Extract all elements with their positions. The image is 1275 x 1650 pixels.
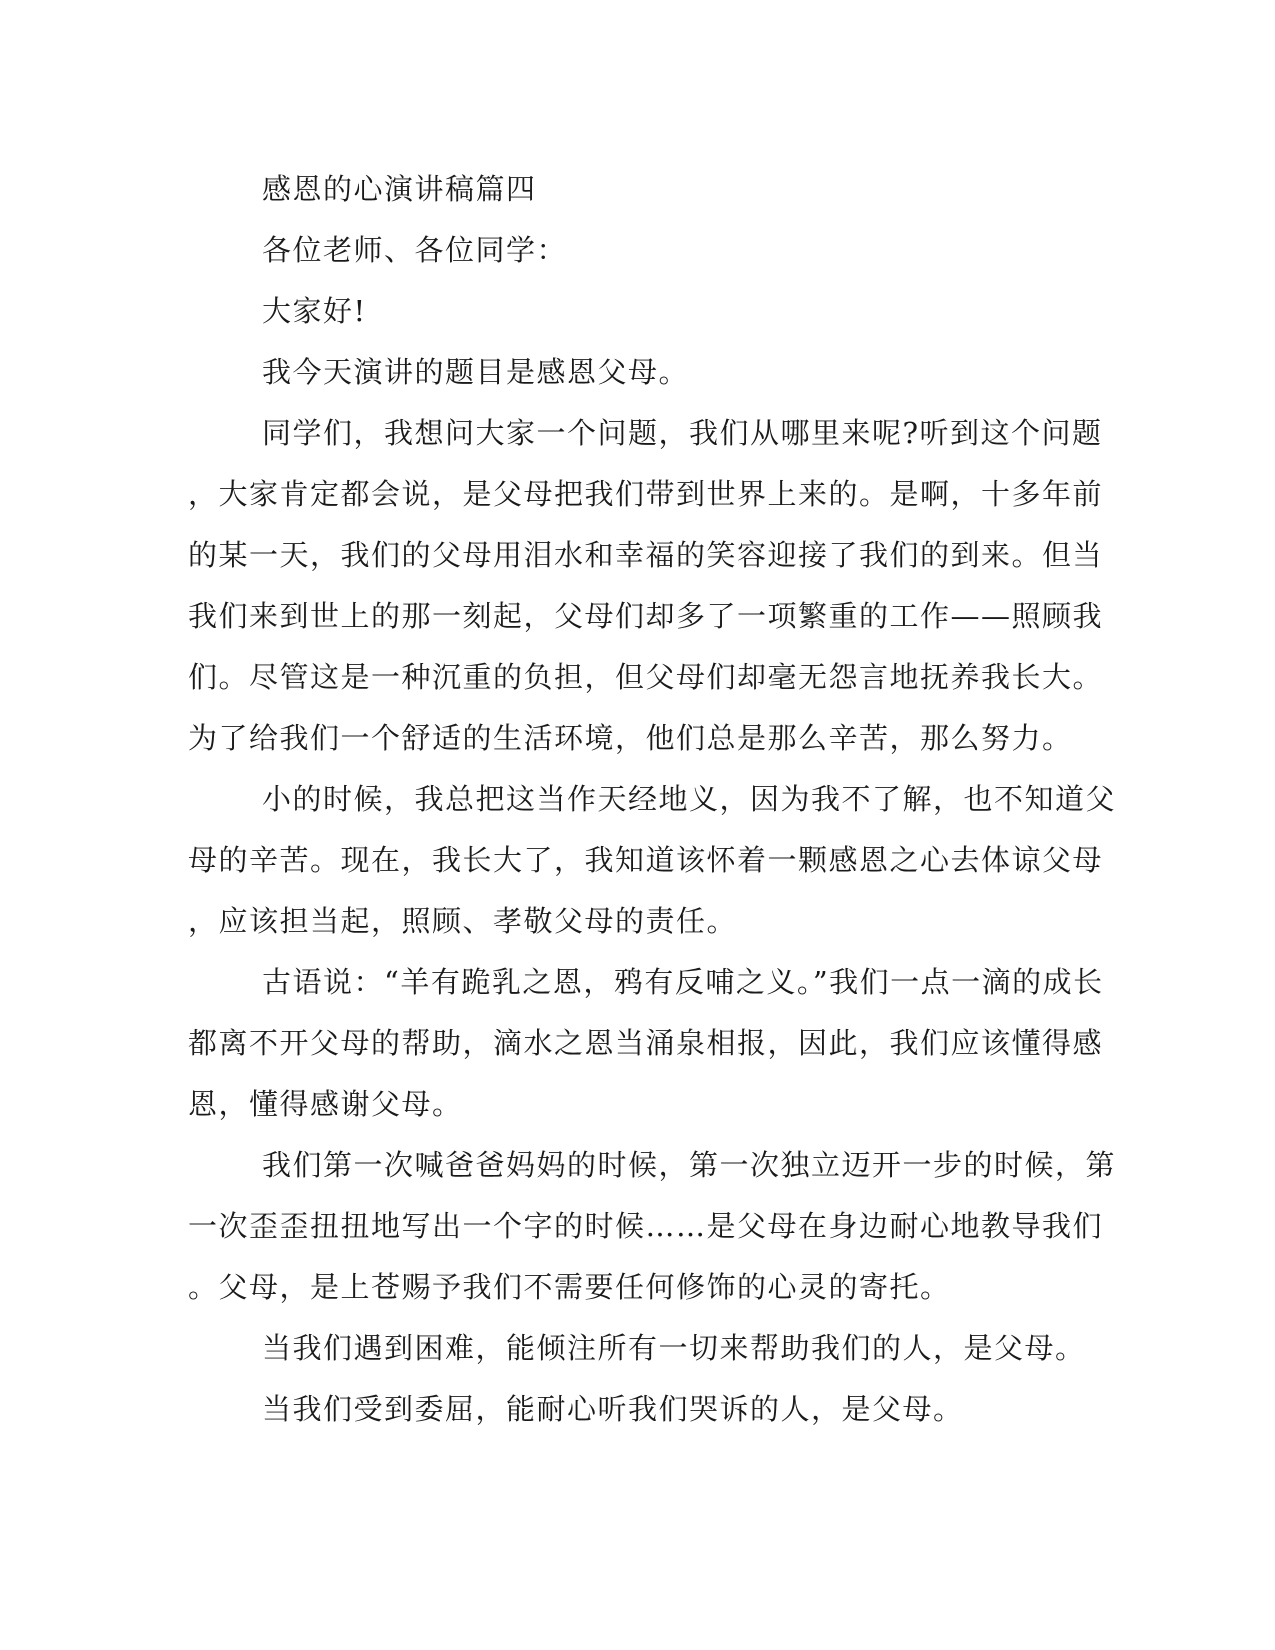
text-line: 都离不开父母的帮助，滴水之恩当涌泉相报，因此，我们应该懂得感 [188,1026,1104,1060]
text-line: 为了给我们一个舒适的生活环境，他们总是那么辛苦，那么努力。 [188,721,1073,755]
salutation: 各位老师、各位同学： [262,233,568,267]
text-line: 我们第一次喊爸爸妈妈的时候，第一次独立迈开一步的时候，第 [262,1148,1117,1182]
text-line: ，大家肯定都会说，是父母把我们带到世界上来的。是啊，十多年前 [188,477,1104,511]
text-line: 小的时候，我总把这当作天经地义，因为我不了解，也不知道父 [262,782,1117,816]
text-line: 的某一天，我们的父母用泪水和幸福的笑容迎接了我们的到来。但当 [188,538,1104,572]
greeting: 大家好! [262,294,367,328]
text-line: 当我们遇到困难，能倾注所有一切来帮助我们的人，是父母。 [262,1331,1086,1365]
text-line: 我们来到世上的那一刻起，父母们却多了一项繁重的工作——照顾我 [188,599,1104,633]
text-line: 。父母，是上苍赐予我们不需要任何修饰的心灵的寄托。 [188,1270,951,1304]
document-title: 感恩的心演讲稿篇四 [262,172,537,206]
text-line: 母的辛苦。现在，我长大了，我知道该怀着一颗感恩之心去体谅父母 [188,843,1104,877]
text-line: 恩，懂得感谢父母。 [188,1087,463,1121]
document-body [188,159,1117,1440]
topic-line: 我今天演讲的题目是感恩父母。 [262,355,690,389]
text-line: 当我们受到委屈，能耐心听我们哭诉的人，是父母。 [262,1392,964,1426]
text-line: 同学们，我想问大家一个问题，我们从哪里来呢?听到这个问题 [262,416,1103,450]
text-line: 一次歪歪扭扭地写出一个字的时候……是父母在身边耐心地教导我们 [188,1209,1104,1243]
text-line: 们。尽管这是一种沉重的负担，但父母们却毫无怨言地抚养我长大。 [188,660,1104,694]
text-line: 古语说：“羊有跪乳之恩，鸦有反哺之义。”我们一点一滴的成长 [262,965,1104,999]
text-line: ，应该担当起，照顾、孝敬父母的责任。 [188,904,738,938]
